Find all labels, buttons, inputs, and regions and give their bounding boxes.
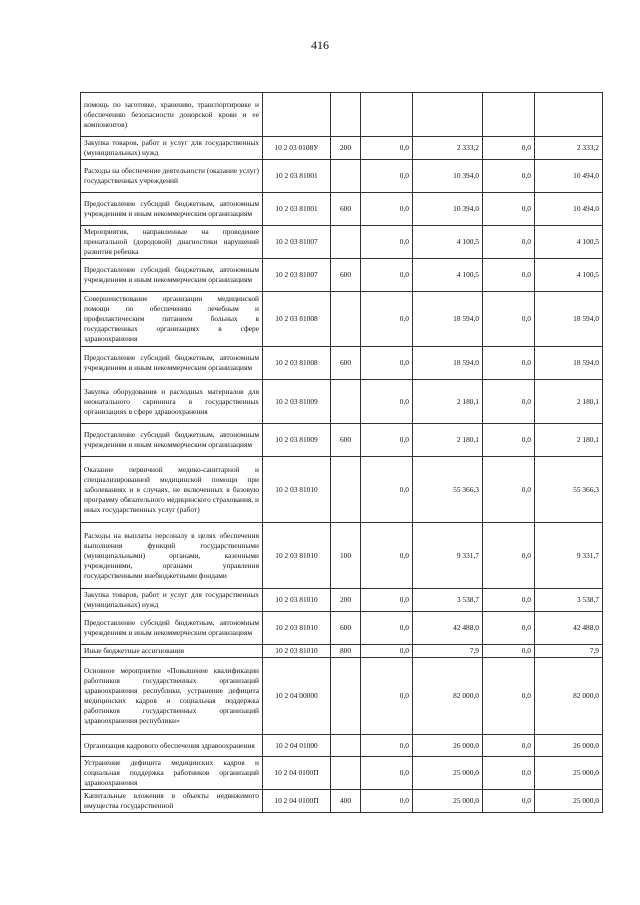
table-row <box>81 380 603 424</box>
row-code-cell: 10 2 03 81010 <box>263 457 331 523</box>
table-row <box>81 790 603 813</box>
row-value-2-cell: 9 331,7 <box>413 523 483 589</box>
row-name-cell: Иные бюджетные ассигнования <box>81 645 263 658</box>
table-row <box>81 612 603 645</box>
row-expense-type-cell: 600 <box>331 612 361 645</box>
row-name-cell: Закупка товаров, работ и услуг для государственных (муниципальных) нужд <box>81 589 263 612</box>
row-value-3-cell: 0,0 <box>483 160 535 193</box>
row-code-cell: 10 2 03 81007 <box>263 226 331 259</box>
row-value-1-cell: 0,0 <box>361 226 413 259</box>
row-value-4-cell: 18 594,0 <box>535 347 603 380</box>
row-code-cell: 10 2 03 81008 <box>263 347 331 380</box>
row-name-cell: Расходы на выплаты персоналу в целях обеспечения выполнения функций государственными (муниципальными) органами, казенными учреждениями, органами управления государственными внебюджетными фондами <box>81 523 263 589</box>
row-value-4-cell: 4 100,5 <box>535 259 603 292</box>
row-value-3-cell: 0,0 <box>483 226 535 259</box>
row-value-3-cell: 0,0 <box>483 193 535 226</box>
row-expense-type-cell: 600 <box>331 424 361 457</box>
row-value-3-cell: 0,0 <box>483 457 535 523</box>
row-value-4-cell: 18 594,0 <box>535 292 603 347</box>
row-value-2-cell: 55 366,3 <box>413 457 483 523</box>
row-value-1-cell: 0,0 <box>361 380 413 424</box>
row-value-1-cell: 0,0 <box>361 292 413 347</box>
table-row <box>81 424 603 457</box>
row-code-cell: 10 2 03 81009 <box>263 424 331 457</box>
row-expense-type-cell <box>331 658 361 735</box>
row-name-cell: Совершенствование организации медицинской помощи по обеспечению лечебным и профилактическим питанием больных в государственных организациях в сфере здравоохранения <box>81 292 263 347</box>
table-row <box>81 347 603 380</box>
row-value-2-cell: 7,9 <box>413 645 483 658</box>
row-expense-type-cell <box>331 757 361 790</box>
row-value-2-cell: 4 100,5 <box>413 259 483 292</box>
row-name-cell: Мероприятия, направленные на проведение пренатальной (дородовой) диагностики нарушений развития ребенка <box>81 226 263 259</box>
row-value-4-cell: 82 000,0 <box>535 658 603 735</box>
row-value-4-cell: 7,9 <box>535 645 603 658</box>
row-value-2-cell: 10 394,0 <box>413 193 483 226</box>
row-name-cell: помощь по заготовке, хранению, транспортировке и обеспечению безопасности донорской крови и ее компонентов) <box>81 93 263 137</box>
row-code-cell: 10 2 03 0108У <box>263 137 331 160</box>
row-code-cell: 10 2 03 81010 <box>263 589 331 612</box>
row-value-1-cell: 0,0 <box>361 347 413 380</box>
row-value-3-cell: 0,0 <box>483 658 535 735</box>
table-row <box>81 193 603 226</box>
row-name-cell: Предоставление субсидий бюджетным, автономным учреждениям и иным некоммерческим организациям <box>81 424 263 457</box>
row-value-4-cell: 9 331,7 <box>535 523 603 589</box>
row-value-4-cell: 2 180,1 <box>535 380 603 424</box>
table-row <box>81 93 603 137</box>
row-name-cell: Капитальные вложения в объекты недвижимого имущества государственной <box>81 790 263 813</box>
table-row <box>81 259 603 292</box>
row-name-cell: Расходы на обеспечение деятельности (оказание услуг) государственных учреждений <box>81 160 263 193</box>
row-name-cell: Предоставление субсидий бюджетным, автономным учреждениям и иным некоммерческим организациям <box>81 612 263 645</box>
row-code-cell: 10 2 03 81007 <box>263 259 331 292</box>
row-name-cell: Основное мероприятие «Повышение квалификации работников государственных организаций здравоохранения республики, устранение дефицита медицинских кадров и социальная поддержка работников государственных организаций здравоохранения республики» <box>81 658 263 735</box>
row-value-3-cell: 0,0 <box>483 424 535 457</box>
row-expense-type-cell <box>331 226 361 259</box>
row-expense-type-cell <box>331 292 361 347</box>
row-value-4-cell: 2 333,2 <box>535 137 603 160</box>
row-value-2-cell: 26 000,0 <box>413 735 483 757</box>
row-value-3-cell: 0,0 <box>483 790 535 813</box>
row-expense-type-cell: 200 <box>331 137 361 160</box>
row-value-1-cell: 0,0 <box>361 735 413 757</box>
row-name-cell: Закупка оборудования и расходных материалов для неонатального скрининга в государственных организациях в сфере здравоохранения <box>81 380 263 424</box>
row-value-2-cell: 2 333,2 <box>413 137 483 160</box>
row-expense-type-cell: 600 <box>331 259 361 292</box>
row-expense-type-cell: 800 <box>331 645 361 658</box>
row-value-2-cell: 25 000,0 <box>413 757 483 790</box>
row-value-2-cell: 25 000,0 <box>413 790 483 813</box>
row-value-3-cell: 0,0 <box>483 757 535 790</box>
row-value-1-cell: 0,0 <box>361 645 413 658</box>
row-code-cell: 10 2 03 81001 <box>263 193 331 226</box>
row-name-cell: Предоставление субсидий бюджетным, автономным учреждениям и иным некоммерческим организациям <box>81 193 263 226</box>
row-value-2-cell: 82 000,0 <box>413 658 483 735</box>
row-value-1-cell: 0,0 <box>361 137 413 160</box>
row-value-3-cell: 0,0 <box>483 589 535 612</box>
row-code-cell: 10 2 03 81010 <box>263 645 331 658</box>
table-row <box>81 292 603 347</box>
row-code-cell: 10 2 04 00000 <box>263 658 331 735</box>
table-row <box>81 757 603 790</box>
row-value-1-cell: 0,0 <box>361 523 413 589</box>
row-value-1-cell: 0,0 <box>361 457 413 523</box>
row-expense-type-cell: 600 <box>331 193 361 226</box>
row-value-4-cell: 2 180,1 <box>535 424 603 457</box>
table-row <box>81 735 603 757</box>
row-expense-type-cell <box>331 160 361 193</box>
row-expense-type-cell: 200 <box>331 589 361 612</box>
row-value-2-cell: 18 594,0 <box>413 347 483 380</box>
row-value-3-cell: 0,0 <box>483 735 535 757</box>
row-value-2-cell: 4 100,5 <box>413 226 483 259</box>
row-value-2-cell: 18 594,0 <box>413 292 483 347</box>
row-code-cell: 10 2 03 81010 <box>263 612 331 645</box>
row-value-2-cell: 3 538,7 <box>413 589 483 612</box>
row-value-3-cell: 0,0 <box>483 612 535 645</box>
row-expense-type-cell <box>331 735 361 757</box>
row-code-cell: 10 2 04 0100П <box>263 757 331 790</box>
row-value-1-cell: 0,0 <box>361 424 413 457</box>
row-value-1-cell: 0,0 <box>361 658 413 735</box>
row-value-1-cell: 0,0 <box>361 193 413 226</box>
budget-table <box>80 92 603 813</box>
row-name-cell: Организация кадрового обеспечения здравоохранения <box>81 735 263 757</box>
row-expense-type-cell: 600 <box>331 347 361 380</box>
row-value-1-cell: 0,0 <box>361 589 413 612</box>
table-row <box>81 457 603 523</box>
table-row <box>81 523 603 589</box>
page-number: 416 <box>311 38 329 52</box>
table-row <box>81 160 603 193</box>
table-body <box>81 93 603 813</box>
row-value-1-cell <box>361 93 413 137</box>
row-value-2-cell: 42 488,0 <box>413 612 483 645</box>
row-value-1-cell: 0,0 <box>361 259 413 292</box>
row-value-3-cell: 0,0 <box>483 347 535 380</box>
row-expense-type-cell <box>331 380 361 424</box>
row-value-2-cell <box>413 93 483 137</box>
row-code-cell: 10 2 03 81008 <box>263 292 331 347</box>
row-value-4-cell: 3 538,7 <box>535 589 603 612</box>
row-code-cell: 10 2 03 81010 <box>263 523 331 589</box>
row-value-4-cell: 55 366,3 <box>535 457 603 523</box>
row-name-cell: Предоставление субсидий бюджетным, автономным учреждениям и иным некоммерческим организациям <box>81 347 263 380</box>
row-value-1-cell: 0,0 <box>361 612 413 645</box>
row-value-3-cell: 0,0 <box>483 137 535 160</box>
row-code-cell: 10 2 03 81009 <box>263 380 331 424</box>
row-value-4-cell: 4 100,5 <box>535 226 603 259</box>
row-value-1-cell: 0,0 <box>361 160 413 193</box>
row-value-3-cell: 0,0 <box>483 380 535 424</box>
row-value-3-cell: 0,0 <box>483 645 535 658</box>
row-value-2-cell: 2 180,1 <box>413 380 483 424</box>
row-value-3-cell: 0,0 <box>483 292 535 347</box>
row-value-4-cell <box>535 93 603 137</box>
row-value-1-cell: 0,0 <box>361 757 413 790</box>
row-value-4-cell: 42 488,0 <box>535 612 603 645</box>
table-row <box>81 658 603 735</box>
row-value-2-cell: 10 394,0 <box>413 160 483 193</box>
table-row <box>81 226 603 259</box>
row-value-3-cell: 0,0 <box>483 259 535 292</box>
table-row <box>81 589 603 612</box>
row-name-cell: Оказание первичной медико-санитарной и специализированной медицинской помощи при заболеваниях и в случаях, не включенных в базовую программу обязательного медицинского страхования, и иных государственных услуг (работ) <box>81 457 263 523</box>
row-expense-type-cell <box>331 457 361 523</box>
row-code-cell: 10 2 03 81001 <box>263 160 331 193</box>
row-name-cell: Закупка товаров, работ и услуг для государственных (муниципальных) нужд <box>81 137 263 160</box>
row-name-cell: Предоставление субсидий бюджетным, автономным учреждениям и иным некоммерческим организациям <box>81 259 263 292</box>
row-expense-type-cell <box>331 93 361 137</box>
row-value-3-cell: 0,0 <box>483 523 535 589</box>
table-row <box>81 137 603 160</box>
row-code-cell: 10 2 04 01000 <box>263 735 331 757</box>
row-name-cell: Устранение дефицита медицинских кадров и социальная поддержка работников организаций здравоохранения <box>81 757 263 790</box>
row-expense-type-cell: 400 <box>331 790 361 813</box>
row-expense-type-cell: 100 <box>331 523 361 589</box>
row-code-cell <box>263 93 331 137</box>
table-row <box>81 645 603 658</box>
row-code-cell: 10 2 04 0100П <box>263 790 331 813</box>
row-value-2-cell: 2 180,1 <box>413 424 483 457</box>
row-value-4-cell: 10 494,0 <box>535 193 603 226</box>
row-value-4-cell: 25 000,0 <box>535 757 603 790</box>
row-value-3-cell <box>483 93 535 137</box>
row-value-4-cell: 25 000,0 <box>535 790 603 813</box>
row-value-1-cell: 0,0 <box>361 790 413 813</box>
row-value-4-cell: 26 000,0 <box>535 735 603 757</box>
row-value-4-cell: 10 494,0 <box>535 160 603 193</box>
